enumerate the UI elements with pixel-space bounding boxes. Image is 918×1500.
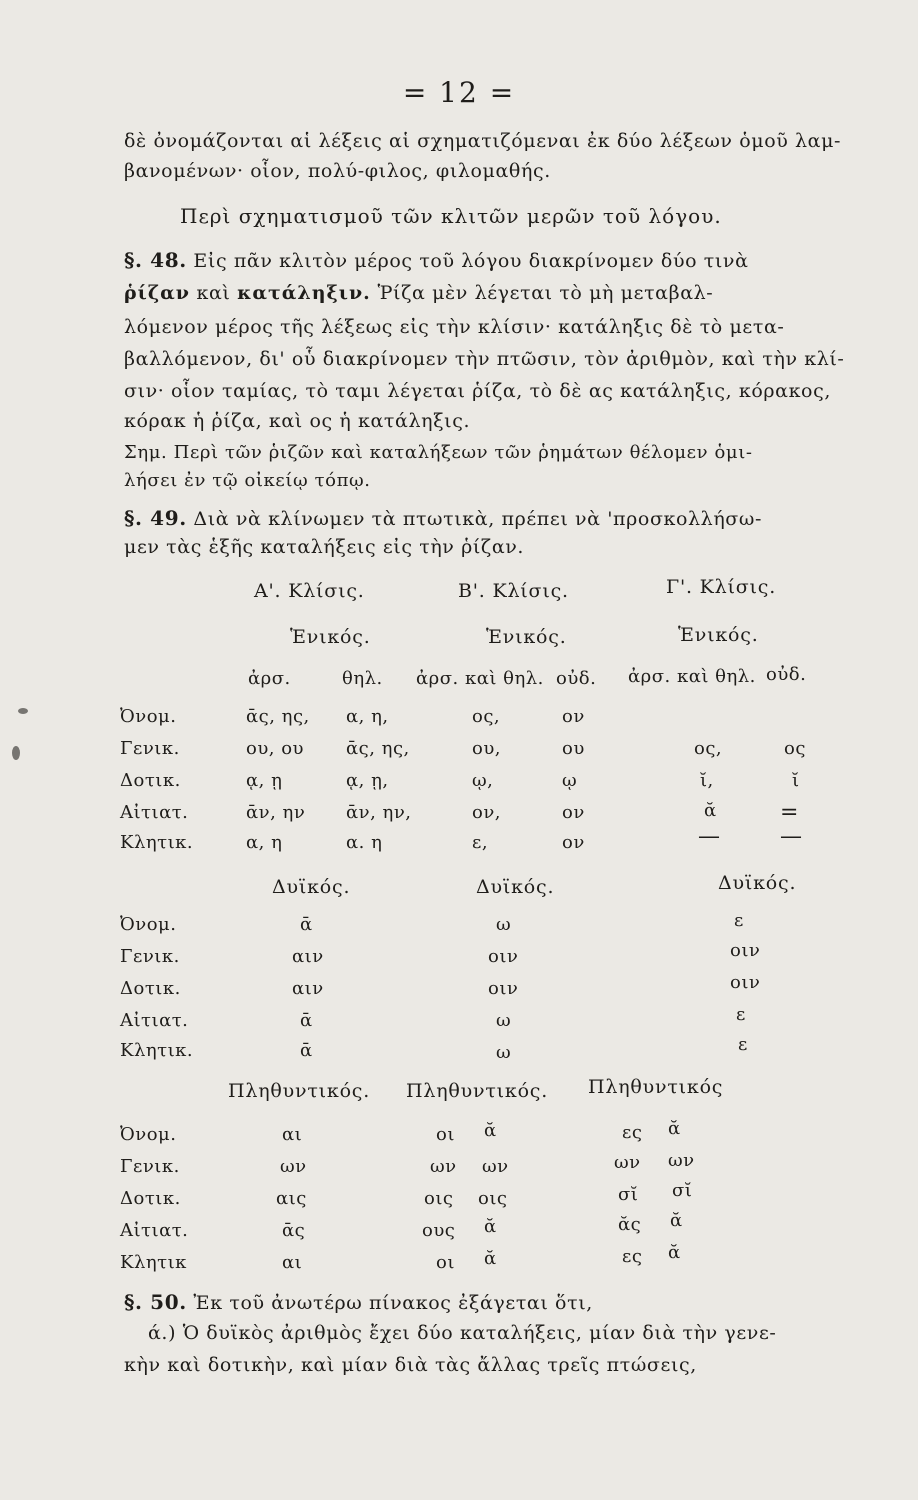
ending-cell: ῳ, bbox=[472, 770, 494, 791]
ending-cell: ους bbox=[422, 1220, 456, 1241]
ending-cell: ᾱς, ης, bbox=[246, 706, 310, 727]
ending-cell: ε bbox=[736, 1004, 746, 1025]
sec48-line-2 bbox=[124, 282, 713, 304]
ending-cell: ᾰς bbox=[618, 1214, 642, 1235]
ending-cell: ᾰ bbox=[704, 800, 717, 821]
note-line-1: Σημ. Περὶ τῶν ῥιζῶν καὶ καταλήξεων τῶν ῥημάτων θέλομεν ὁμι- bbox=[124, 442, 753, 463]
ending-cell: αιν bbox=[292, 946, 324, 967]
gender-label-1: ἀρσ. bbox=[248, 668, 291, 689]
ending-cell: — bbox=[780, 824, 803, 849]
sec50-number: §. 50. bbox=[124, 1290, 187, 1314]
sec49-number: §. 49. bbox=[124, 506, 187, 530]
sec50-line-3: κὴν καὶ δοτικὴν, καὶ μίαν διὰ τὰς ἄλλας τρεῖς πτώσεις, bbox=[124, 1354, 697, 1376]
declension-2-label: Β'. Κλίσις. bbox=[458, 580, 569, 602]
ending-cell: ᾰ bbox=[484, 1216, 497, 1237]
case-label: Αἰτιατ. bbox=[120, 1010, 189, 1031]
ending-cell: α, η bbox=[246, 832, 283, 853]
ending-cell: ᾰ bbox=[668, 1242, 681, 1263]
declension-1-label: Α'. Κλίσις. bbox=[254, 580, 365, 602]
ending-cell: ων bbox=[280, 1156, 307, 1177]
plural-label-2: Πληθυντικός. bbox=[406, 1080, 549, 1102]
sec50-text-1: Ἐκ τοῦ ἀνωτέρω πίνακος ἐξάγεται ὅτι, bbox=[193, 1292, 593, 1314]
ending-cell: αι bbox=[282, 1124, 303, 1145]
ending-cell: ος, bbox=[472, 706, 501, 727]
ending-cell: ᾳ, ῃ, bbox=[346, 770, 389, 791]
sec48-number: §. 48. bbox=[124, 248, 187, 272]
section-heading: Περὶ σχηματισμοῦ τῶν κλιτῶν μερῶν τοῦ λόγου. bbox=[180, 204, 722, 228]
case-label: Δοτικ. bbox=[120, 1188, 181, 1209]
ending-cell: αις bbox=[276, 1188, 307, 1209]
singular-label-3: Ἑνικός. bbox=[678, 624, 759, 646]
sec49-line-2: μεν τὰς ἑξῆς καταλήξεις εἰς τὴν ῥίζαν. bbox=[124, 536, 525, 558]
ending-cell: αι bbox=[282, 1252, 303, 1273]
ending-cell: σῐ bbox=[672, 1180, 693, 1201]
sec48-text-1: Εἰς πᾶν κλιτὸν μέρος τοῦ λόγου διακρίνομεν δύο τινὰ bbox=[193, 250, 749, 272]
ending-cell: ε, bbox=[472, 832, 489, 853]
case-label: Κλητικ. bbox=[120, 1040, 194, 1061]
singular-label-2: Ἑνικός. bbox=[486, 626, 567, 648]
case-label: Γενικ. bbox=[120, 946, 180, 967]
case-label: Δοτικ. bbox=[120, 770, 181, 791]
intro-line-2: βανομένων· οἷον, πολύ-φιλος, φιλομαθής. bbox=[124, 160, 551, 182]
ending-cell: ων bbox=[668, 1150, 695, 1171]
ending-cell: οιν bbox=[488, 946, 519, 967]
ending-cell: οις bbox=[478, 1188, 508, 1209]
ending-cell: ου, bbox=[472, 738, 502, 759]
ending-cell: ον bbox=[562, 802, 585, 823]
ink-smear bbox=[12, 746, 20, 760]
gender-label-5: ἀρσ. καὶ θηλ. bbox=[628, 666, 756, 687]
ending-cell: οι bbox=[436, 1252, 455, 1273]
ending-cell: α. η bbox=[346, 832, 383, 853]
ending-cell: ες bbox=[622, 1122, 643, 1143]
plural-label-1: Πληθυντικός. bbox=[228, 1080, 371, 1102]
ending-cell: ῐ, bbox=[700, 770, 714, 791]
ending-cell: ω bbox=[496, 1042, 512, 1063]
case-label: Αἰτιατ. bbox=[120, 1220, 189, 1241]
term-ending: κατάληξιν. bbox=[237, 282, 371, 304]
gender-label-6: οὐδ. bbox=[766, 664, 807, 685]
sec48-line-4: βαλλόμενον, δι' οὗ διακρίνομεν τὴν πτῶσιν, τὸν ἀριθμὸν, καὶ τὴν κλί- bbox=[124, 348, 845, 370]
ending-cell: ου, ου bbox=[246, 738, 305, 759]
ending-cell: ω bbox=[496, 914, 512, 935]
case-label: Ὀνομ. bbox=[120, 914, 177, 935]
ending-cell: ᾱ bbox=[300, 914, 313, 935]
sec49-text-1: Διὰ νὰ κλίνωμεν τὰ πτωτικὰ, πρέπει νὰ 'προσκολλήσω- bbox=[193, 508, 762, 530]
dual-label-3: Δυϊκός. bbox=[718, 872, 797, 894]
ending-cell: ον bbox=[562, 706, 585, 727]
sec48-line-1 bbox=[124, 248, 749, 272]
ending-cell: ᾰ bbox=[484, 1248, 497, 1269]
dual-label-2: Δυϊκός. bbox=[476, 876, 555, 898]
page-number: = 12 = bbox=[402, 76, 516, 109]
ending-cell: ων bbox=[430, 1156, 457, 1177]
gender-label-3: ἀρσ. καὶ θηλ. bbox=[416, 668, 544, 689]
gender-label-2: θηλ. bbox=[342, 668, 383, 689]
case-label: Ὀνομ. bbox=[120, 706, 177, 727]
sec48-and: καὶ bbox=[196, 282, 231, 304]
singular-label-1: Ἑνικός. bbox=[290, 626, 371, 648]
case-label: Δοτικ. bbox=[120, 978, 181, 999]
ending-cell: οιν bbox=[488, 978, 519, 999]
case-label: Κλητικ. bbox=[120, 832, 194, 853]
sec50-line-2: ά.) Ὁ δυϊκὸς ἀριθμὸς ἔχει δύο καταλήξεις, μίαν διὰ τὴν γενε- bbox=[148, 1322, 777, 1344]
ending-cell: ᾱς, ης, bbox=[346, 738, 410, 759]
ending-cell: ες bbox=[622, 1246, 643, 1267]
case-label: Γενικ. bbox=[120, 1156, 180, 1177]
ending-cell: ᾰ bbox=[484, 1120, 497, 1141]
ending-cell: οιν bbox=[730, 940, 761, 961]
ending-cell: ᾱς bbox=[282, 1220, 306, 1241]
ending-cell: ε bbox=[738, 1034, 748, 1055]
ending-cell: ου bbox=[562, 738, 585, 759]
ending-cell: — bbox=[698, 824, 721, 849]
ending-cell: ᾱ bbox=[300, 1010, 313, 1031]
ending-cell: σῐ bbox=[618, 1184, 639, 1205]
ending-cell: ᾱ bbox=[300, 1040, 313, 1061]
plural-label-3: Πληθυντικός bbox=[588, 1076, 724, 1098]
sec48-line-3: λόμενον μέρος τῆς λέξεως εἰς τὴν κλίσιν· κατάληξις δὲ τὸ μετα- bbox=[124, 316, 785, 338]
ending-cell: ῳ bbox=[562, 770, 578, 791]
sec48-line-5: σιν· οἷον ταμίας, τὸ ταμι λέγεται ῥίζα, τὸ δὲ ας κατάληξις, κόρακος, bbox=[124, 380, 831, 402]
dual-label-1: Δυϊκός. bbox=[272, 876, 351, 898]
ending-cell: ε bbox=[734, 910, 744, 931]
intro-line-1: δὲ ὀνομάζονται αἱ λέξεις αἱ σχηματιζόμεναι ἐκ δύο λέξεων ὁμοῦ λαμ- bbox=[124, 130, 842, 152]
ending-cell: ων bbox=[482, 1156, 509, 1177]
sec50-line-1 bbox=[124, 1290, 593, 1314]
case-label: Ὀνομ. bbox=[120, 1124, 177, 1145]
ink-smear bbox=[18, 708, 28, 714]
ending-cell: ον, bbox=[472, 802, 502, 823]
ending-cell: οι bbox=[436, 1124, 455, 1145]
ending-cell: ω bbox=[496, 1010, 512, 1031]
case-label: Αἰτιατ. bbox=[120, 802, 189, 823]
sec48-line-6: κόρακ ἡ ῥίζα, καὶ ος ἡ κατάληξις. bbox=[124, 410, 471, 432]
gender-label-4: οὐδ. bbox=[556, 668, 597, 689]
ending-cell: ᾱν, ην bbox=[246, 802, 306, 823]
ending-cell: οιν bbox=[730, 972, 761, 993]
case-label: Κλητικ bbox=[120, 1252, 187, 1273]
ending-cell: οις bbox=[424, 1188, 454, 1209]
case-label: Γενικ. bbox=[120, 738, 180, 759]
ending-cell: ᾳ, ῃ bbox=[246, 770, 283, 791]
sec48-text-2: Ῥίζα μὲν λέγεται τὸ μὴ μεταβαλ- bbox=[377, 282, 714, 304]
ending-cell: ῐ bbox=[792, 770, 800, 791]
ending-cell: αιν bbox=[292, 978, 324, 999]
sec49-line-1 bbox=[124, 506, 762, 530]
ending-cell: ᾱν, ην, bbox=[346, 802, 412, 823]
ending-cell: ος bbox=[784, 738, 806, 759]
ending-cell: ος, bbox=[694, 738, 723, 759]
term-root: ῥίζαν bbox=[124, 282, 190, 304]
note-line-2: λήσει ἐν τῷ οἰκείῳ τόπῳ. bbox=[124, 470, 371, 491]
declension-3-label: Γ'. Κλίσις. bbox=[666, 576, 777, 598]
ending-cell: α, η, bbox=[346, 706, 389, 727]
ending-cell: ον bbox=[562, 832, 585, 853]
ending-cell: = bbox=[780, 800, 799, 825]
ending-cell: ᾰ bbox=[668, 1118, 681, 1139]
ending-cell: ων bbox=[614, 1152, 641, 1173]
ending-cell: ᾰ bbox=[670, 1210, 683, 1231]
